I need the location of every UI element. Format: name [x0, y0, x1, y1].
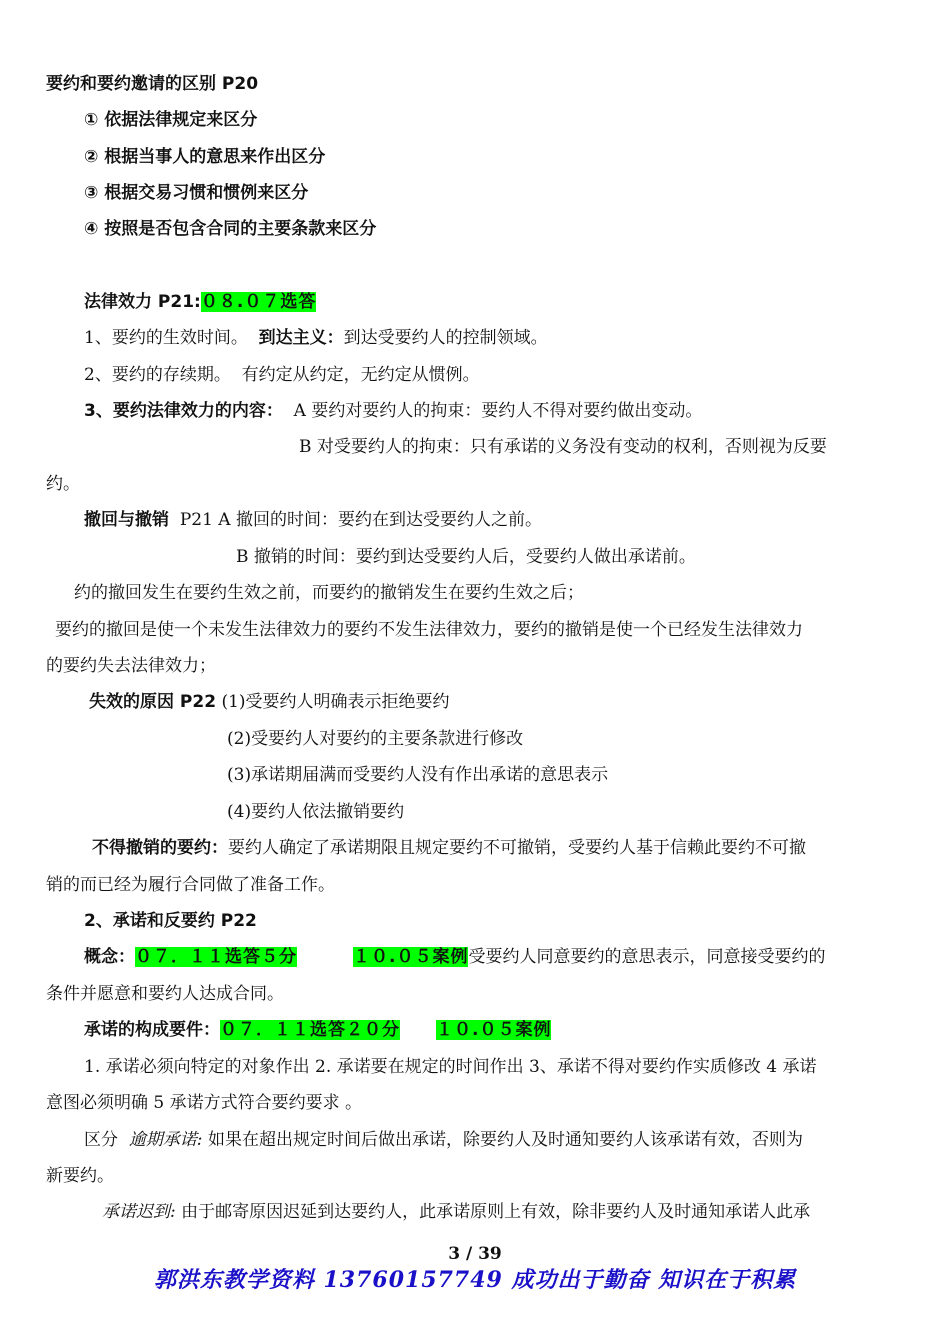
concept-line-2: 条件并愿意和要约人达成合同。	[46, 984, 284, 1004]
concept-tag-1: ０７．１１选答５分	[135, 947, 297, 967]
page-number: 3 / 39	[448, 1244, 502, 1264]
effect-2: 2、要约的存续期。 有约定从约定，无约定从惯例。	[84, 365, 480, 385]
revoke-line-4: 要约的撤回是使一个未发生法律效力的要约不发生法律效力，要约的撤销是使一个已经发生法律效力	[55, 620, 803, 640]
invalid-title: 失效的原因 P22	[89, 692, 217, 712]
concept-line-1: 概念：０７．１１选答５分 １０.０５案例受要约人同意要约的意思表示，同意接受要约的	[84, 947, 826, 967]
irrevocable-line-2: 销的而已经为履行合同做了准备工作。	[46, 875, 335, 895]
revoke-line-5: 的要约失去法律效力；	[46, 656, 216, 676]
invalid-item-3: (3)承诺期届满而受要约人没有作出承诺的意思表示	[227, 765, 609, 785]
elements-line-1: 1. 承诺必须向特定的对象作出 2. 承诺要在规定的时间作出 3、承诺不得对要约作实质修改 4 承诺	[84, 1057, 817, 1077]
criterion-1: ① 依据法律规定来区分	[84, 110, 258, 130]
criterion-2: ② 根据当事人的意思来作出区分	[84, 147, 326, 167]
revoke-line-3: 约的撤回发生在要约生效之前，而要约的撤销发生在要约生效之后；	[74, 583, 584, 603]
effect-title: 法律效力 P21	[84, 292, 195, 312]
footer-banner: 郭洪东教学资料 13760157749 成功出于勤奋 知识在于积累	[153, 1267, 797, 1293]
criterion-4: ④ 按照是否包含合同的主要条款来区分	[84, 219, 377, 239]
elements-line-2: 意图必须明确 5 承诺方式符合要约要求 。	[46, 1093, 363, 1113]
delay-line-1: 承诺迟到: 由于邮寄原因迟延到达要约人，此承诺原则上有效，除非要约人及时通知承诺人此承	[102, 1202, 811, 1222]
delay-title: 承诺迟到:	[102, 1202, 176, 1222]
late-title: 逾期承诺:	[128, 1130, 203, 1150]
elements-tag-1: ０７．１１选答２０分	[220, 1020, 400, 1040]
revoke-line-1: 撤回与撤销 P21 A 撤回的时间：要约在到达受要约人之前。	[84, 510, 542, 530]
heading: 要约和要约邀请的区别 P20	[46, 74, 259, 94]
effect-3-end: 约。	[46, 474, 80, 494]
elements-tag-2: １０.０５案例	[436, 1020, 552, 1040]
effect-3: 3、要约法律效力的内容： A 要约对要约人的拘束：要约人不得对要约做出变动。	[84, 401, 703, 421]
invalid-item-2: (2)受要约人对要约的主要条款进行修改	[227, 729, 524, 749]
irrevocable-title: 不得撤销的要约：	[92, 838, 228, 858]
revoke-title: 撤回与撤销	[84, 510, 169, 530]
elements-heading: 承诺的构成要件：０７．１１选答２０分 １０.０５案例	[84, 1020, 552, 1040]
revoke-line-2: B 撤销的时间：要约到达受要约人后，受要约人做出承诺前。	[236, 547, 696, 567]
irrevocable-line-1: 不得撤销的要约：要约人确定了承诺期限且规定要约不可撤销，受要约人基于信赖此要约不可撤	[92, 838, 806, 858]
accept-heading: 2、承诺和反要约 P22	[84, 911, 257, 931]
invalid-line-1: 失效的原因 P22 (1)受要约人明确表示拒绝要约	[89, 692, 450, 712]
effect-1: 1、要约的生效时间。 到达主义：到达受要约人的控制领域。	[84, 328, 548, 348]
late-line-1: 区分 逾期承诺: 如果在超出规定时间后做出承诺，除要约人及时通知要约人该承诺有效，否则为	[84, 1130, 803, 1150]
effect-3-b: B 对受要约人的拘束：只有承诺的义务没有变动的权利，否则视为反要	[299, 437, 827, 457]
criterion-3: ③ 根据交易习惯和惯例来区分	[84, 183, 309, 203]
effect-tag: ０８.０７选答	[200, 292, 317, 312]
effect-heading: 法律效力 P21:０８.０７选答	[84, 292, 317, 312]
concept-tag-2: １０.０５案例	[353, 947, 469, 967]
late-line-2: 新要约。	[46, 1166, 114, 1186]
invalid-item-4: (4)要约人依法撤销要约	[227, 802, 405, 822]
